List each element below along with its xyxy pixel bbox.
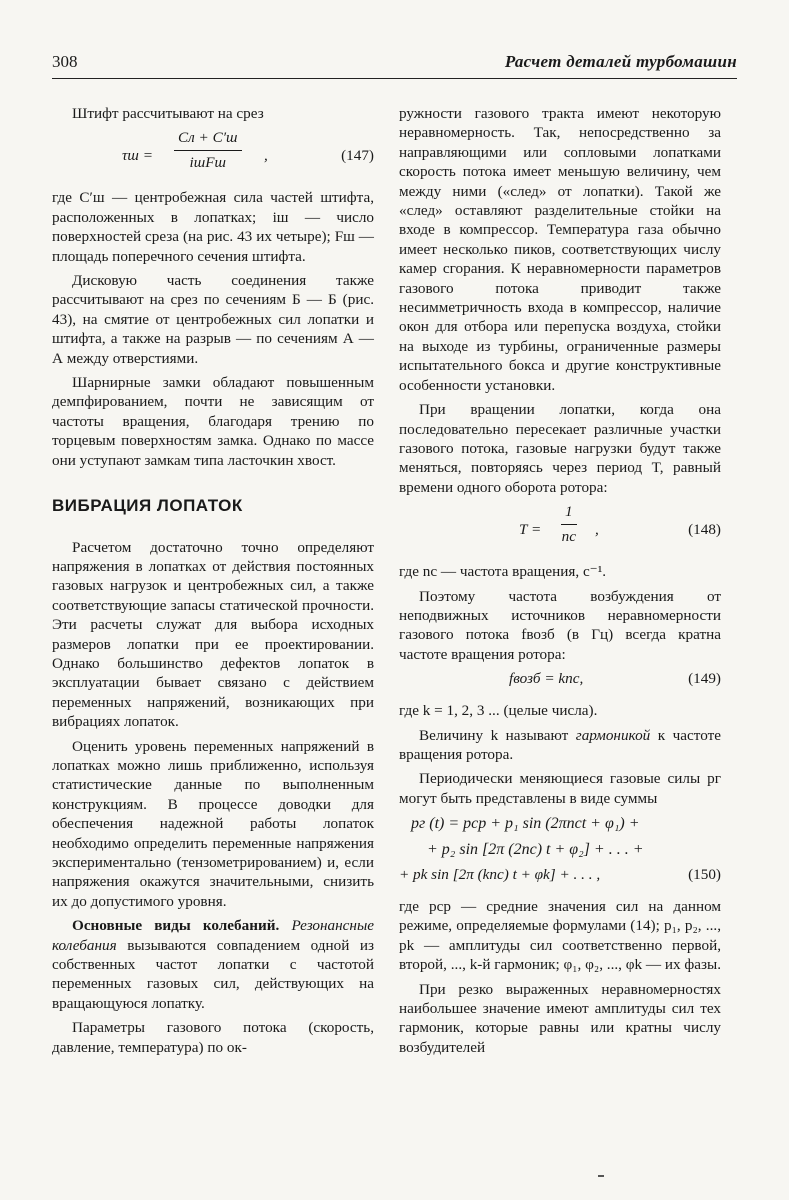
- paragraph: где C′ш — центробежная сила частей штифта, расположенных в лопатках; iш — число поверхностей среза (на рис. 43 их четыре); Fш — площадь поперечного сечения штифта.: [52, 189, 374, 265]
- formula-149: [399, 669, 721, 695]
- italic-term: гармоникой: [575, 726, 651, 744]
- formula-lhs: T =: [519, 521, 542, 539]
- paragraph: Дисковую часть соединения также рассчитывают на срез по сечениям Б — Б (рис. 43), на смятие от центробежных сил лопатки и штифта, а также на разрыв — по сечениям А — А между отверстиями.: [52, 272, 374, 367]
- paragraph-text: к частоте вращения ротора.: [399, 726, 722, 763]
- header-rule: [52, 78, 737, 79]
- equation-number: (150): [688, 866, 721, 883]
- section-heading: ВИБРАЦИЯ ЛОПАТОК: [52, 496, 243, 516]
- formula-line-with-number: [399, 865, 721, 891]
- fraction-denominator: nс: [561, 527, 576, 545]
- paragraph: При резко выраженных неравномерностях наибольшее значение имеют амплитуды сил тех гармоник, которые равны или кратны числу возбудителей: [399, 980, 721, 1056]
- paragraph: Параметры газового потока (скорость, давление, температура) по ок-: [52, 1019, 374, 1056]
- fraction-numerator: Cл + C′ш: [174, 128, 242, 150]
- page-mark: [598, 1175, 604, 1177]
- run-in-heading: Основные виды колебаний.: [72, 917, 280, 935]
- paragraph: При вращении лопатки, когда она последовательно пересекает различные участки газового потока, газовые нагрузки будут также меняться, повторяясь через период T, равный времени одного оборота ротора:: [399, 401, 721, 496]
- page-header: [52, 52, 737, 76]
- paragraph: где nс — частота вращения, с⁻¹.: [399, 563, 607, 581]
- paragraph-text: вызываются совпадением одной из собственных частот лопатки с частотой переменных газовых сил, действующих на вращающуюся лопатку.: [52, 936, 374, 1012]
- paragraph: где k = 1, 2, 3 ... (целые числа).: [399, 702, 598, 720]
- equation-number: (149): [688, 670, 721, 688]
- fraction-denominator: iшFш: [189, 153, 226, 171]
- page-number: 308: [52, 52, 78, 71]
- paragraph: Шарнирные замки обладают повышенным демпфированием, почти не зависящим от частоты вращения, благодаря трению по торцевым поверхностям замка. Однако по массе они уступают замкам типа ласточкин хвост.: [52, 374, 374, 469]
- fraction: [561, 502, 577, 546]
- formula-tail: ,: [264, 147, 268, 165]
- running-title: Расчет деталей турбомашин: [504, 52, 737, 71]
- paragraph: где pср — средние значения сил на данном режиме, определяемые формулами (14); p₁, p₂, ..., pk — амплитуды сил соответственно первой, второй, ..., k-й гармоник; φ₁, φ₂, ..., φk — их фазы.: [399, 898, 722, 974]
- formula-expression: fвозб = knс,: [509, 670, 584, 688]
- paragraph: Расчетом достаточно точно определяют напряжения в лопатках от действия постоянных газовых нагрузок и центробежных сил, а также соответствующие запасы статической прочности. Эти расчеты служат для выбора исходных размеров лопатки при ее проектировании. Однако большинство дефектов лопаток в эксплуатации бывает связано с действием переменных напряжений, возникающих при вибрациях лопаток.: [52, 538, 374, 731]
- formula-150: [399, 814, 721, 891]
- formula-line: + pk sin [2π (knс) t + φk] + . . . ,: [399, 866, 601, 883]
- formula-147: [52, 128, 374, 184]
- paragraph: [52, 916, 374, 1013]
- formula-line: pг (t) = pср + p₁ sin (2πnсt + φ₁) +: [411, 815, 640, 833]
- paragraph: Периодически меняющиеся газовые силы pг могут быть представлены в виде суммы: [399, 770, 721, 807]
- italic-term: Резонансные колебания: [52, 917, 374, 954]
- paragraph-text: Величину k называют: [419, 726, 569, 744]
- paragraph: ружности газового тракта имеют некоторую неравномерность. Так, непосредственно за направляющими или сопловыми лопатками скорость потока имеет меньшую величину, чем между ними («след» от лопатки). Такой же «след» оставляют разделительные стойки на входе в компрессор. Температура газа обычно имеет несколько пиков, соответствующих числу камер сгорания. К неравномерности параметров газового потока приводит также несимметричность входа в компрессор, наличие окон для отбора или перепуска воздуха, стойки на выходе из турбины, ограниченные размеры испытательного бокса и другие конструктивные особенности установки.: [399, 105, 721, 394]
- right-column: [399, 104, 721, 1062]
- formula-line: + p₂ sin [2π (2nс) t + φ₂] + . . . +: [427, 840, 644, 858]
- formula-lhs: τш =: [122, 147, 153, 165]
- equation-number: (147): [341, 147, 374, 165]
- fraction: [174, 128, 242, 172]
- paragraph: Штифт рассчитывают на срез: [72, 105, 264, 122]
- paragraph: Поэтому частота возбуждения от неподвижных источников неравномерности газового потока fвозб (в Гц) всегда кратна частоте вращения ротора:: [399, 587, 721, 663]
- left-column: [52, 104, 374, 1062]
- paragraph: Оценить уровень переменных напряжений в лопатках можно лишь приближенно, используя статистические данные по выполненным конструкциям. В процессе доводки для обеспечения надежной работы лопаток необходимо определить переменные напряжения экспериментально (тензометрированием) и, если напряжения окажутся значительными, снизить их до допустимого уровня.: [52, 737, 374, 910]
- equation-number: (148): [688, 521, 721, 539]
- formula-tail: ,: [595, 521, 599, 539]
- fraction-numerator: 1: [561, 502, 577, 524]
- formula-148: [399, 502, 721, 558]
- paragraph: [399, 726, 721, 765]
